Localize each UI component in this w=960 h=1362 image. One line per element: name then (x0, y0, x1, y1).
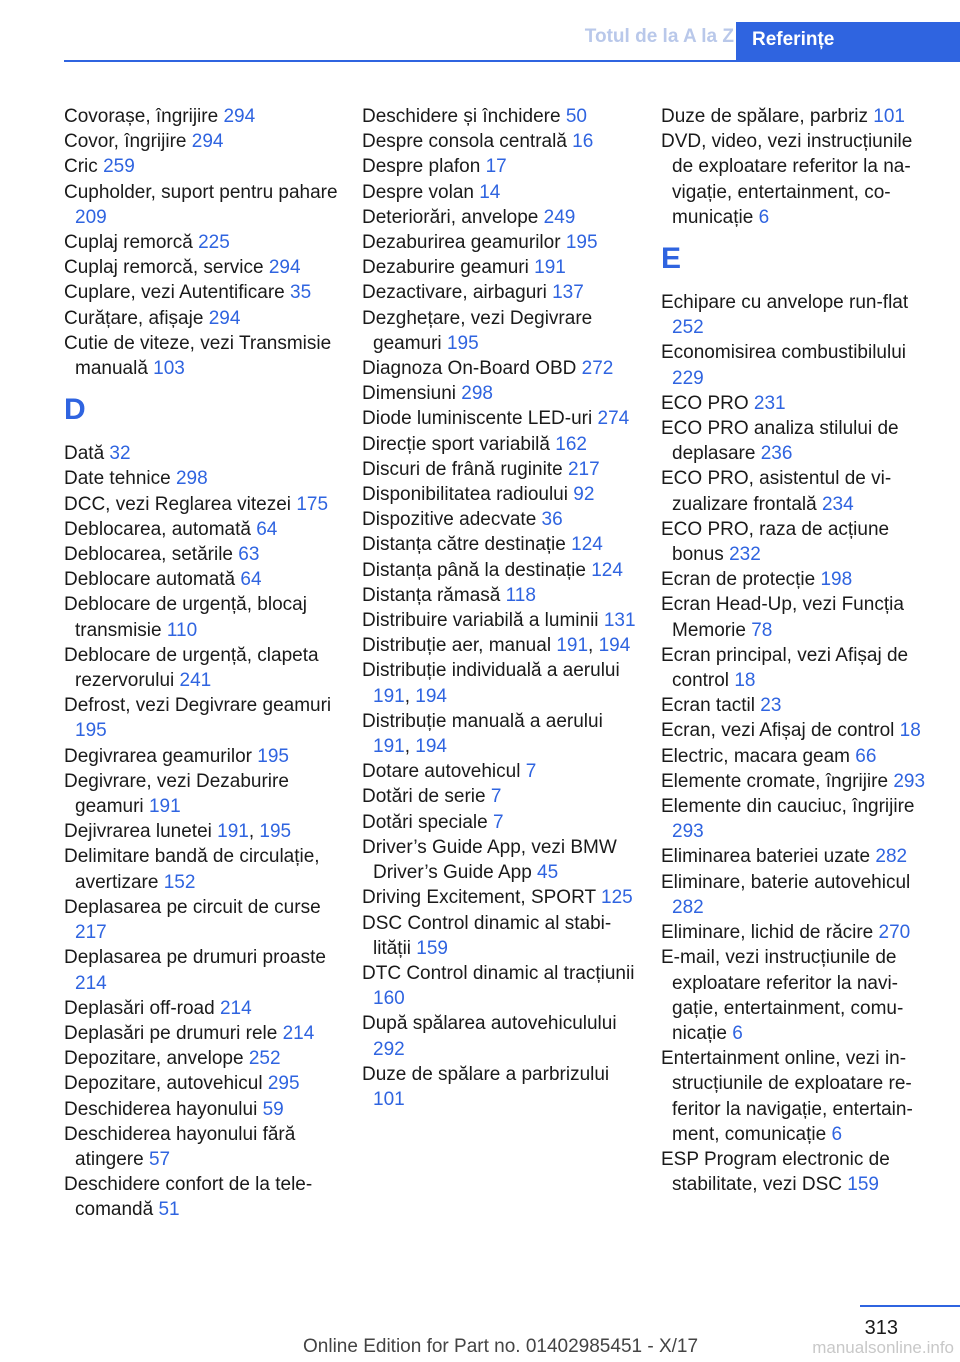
index-entry (362, 306, 638, 356)
index-entry (64, 331, 340, 381)
index-entry (64, 592, 340, 642)
index-entry-term: Depozitare, anvelope (64, 1048, 244, 1070)
page-reference-link[interactable]: 66 (855, 745, 877, 767)
index-entry (64, 492, 340, 517)
index-entry-term: Dejivrarea lunetei (64, 821, 212, 843)
index-entry (661, 844, 937, 869)
index-entry-term: Dotări de serie (362, 786, 486, 808)
page-reference-link[interactable]: 270 (878, 922, 911, 944)
page-reference-link[interactable]: 64 (256, 518, 278, 540)
index-entry (64, 154, 340, 179)
index-entry (64, 1122, 340, 1172)
index-column-3 (661, 104, 937, 1197)
page-reference-link[interactable]: 217 (75, 922, 107, 944)
index-entry-term: Date tehnice (64, 468, 171, 490)
page-reference-link[interactable]: 191 (148, 796, 181, 818)
index-entry (362, 280, 638, 305)
page-reference-link[interactable]: 175 (296, 493, 329, 515)
index-entry (362, 558, 638, 583)
index-entry-term: ECO PRO analiza stilului de deplasare (661, 418, 899, 465)
index-entry-term: E-mail, vezi instrucțiunile de exploatare referitor la navigație, entertainment, comunicație (661, 947, 904, 1044)
index-entry-term: Deschiderea hayonului (64, 1098, 258, 1120)
page-reference-link[interactable]: 236 (760, 443, 793, 465)
index-entry-term: Dezaburirea geamurilor (362, 232, 561, 254)
index-entry (362, 432, 638, 457)
page-reference-link[interactable]: 249 (543, 206, 576, 228)
index-entry (661, 290, 937, 340)
index-entry-term: Dotări speciale (362, 811, 488, 833)
index-entry: Distribuție individuală a aerului 191, 194 (362, 660, 620, 707)
index-entry-term: Ecran tactil (661, 695, 755, 717)
page-reference-link[interactable]: 131 (603, 610, 636, 632)
index-entry-term: Distribuire variabilă a luminii (362, 610, 599, 632)
page-reference-link[interactable]: 198 (820, 569, 853, 591)
index-entry-term: După spălarea autovehiculului (362, 1013, 617, 1035)
index-entry-term: Diode luminiscente LED-uri (362, 408, 593, 430)
index-entry-term: Dimensiuni (362, 383, 456, 405)
index-entry (64, 643, 340, 693)
index-entry (64, 945, 340, 995)
index-entry (362, 608, 638, 633)
index-entry (362, 180, 638, 205)
index-entry-term: Eliminare, baterie autovehicul (661, 871, 911, 893)
page-reference-link[interactable]: 159 (416, 937, 448, 959)
page-reference-link[interactable]: 124 (571, 534, 603, 556)
index-entry-term: ECO PRO (661, 392, 749, 414)
index-entry-term: Distanța rămasă (362, 584, 501, 606)
index-entry (64, 769, 340, 819)
index-entry (661, 391, 937, 416)
index-entry-term: Elemente din cauciuc, îngrijire (661, 796, 915, 818)
index-entry-term: Elemente cromate, îngrijire (661, 770, 889, 792)
index-entry (661, 416, 937, 466)
page-reference-link[interactable]: 17 (485, 156, 507, 178)
page-reference-link[interactable]: 64 (240, 569, 262, 591)
index-entry-term: Degivrare, vezi Dezaburire geamuri (64, 770, 289, 818)
index-entry-term: Cupholder, suport pentru pahare (64, 181, 338, 203)
index-entry (362, 583, 638, 608)
index-entry-term: Deschidere și închidere (362, 106, 561, 127)
index-entry (362, 255, 638, 280)
page-reference-link[interactable]: 152 (163, 871, 196, 893)
page-reference-link[interactable]: 214 (282, 1022, 315, 1044)
index-entry-term: Distribuție aer, manual (362, 635, 552, 657)
page-reference-link[interactable]: 234 (821, 493, 854, 515)
page-reference-link[interactable]: 45 (537, 862, 559, 884)
header-tab (736, 22, 960, 62)
index-entry (64, 104, 340, 129)
index-entry-term: Discuri de frână ruginite (362, 458, 563, 480)
page-reference-link[interactable]: 6 (732, 1022, 743, 1044)
page-reference-link[interactable]: 241 (179, 670, 212, 692)
page-reference-link[interactable]: 292 (373, 1038, 405, 1060)
page-reference-link[interactable]: 32 (109, 443, 131, 465)
index-entry: Distribuție manuală a aerului 191, 194 (362, 710, 603, 758)
page-reference-link[interactable]: 232 (729, 544, 761, 566)
index-entry-term: Deteriorări, anvelope (362, 206, 539, 228)
index-entry-term: Distribuție individuală a aerului (362, 660, 620, 682)
page-reference-link[interactable]: 214 (219, 997, 252, 1019)
index-entry-term: Cuplaj remorcă (64, 232, 193, 254)
index-entry-term: Covor, îngrijire (64, 131, 187, 153)
page-reference-link[interactable]: 101 (873, 106, 905, 127)
page-reference-link[interactable]: 229 (672, 367, 704, 389)
index-entry-term: Deblocare de urgență, blocaj transmisie (64, 594, 307, 641)
index-entry (64, 129, 340, 154)
index-entry-term: DSC Control dinamic al stabilității (362, 912, 612, 959)
index-entry-term: Dată (64, 443, 105, 465)
index-entry-term: Depozitare, autovehicul (64, 1073, 263, 1095)
index-entry-term: Dezaburire geamuri (362, 257, 529, 279)
index-entry-term: Despre consola centrală (362, 131, 567, 153)
index-entry (64, 230, 340, 255)
page-reference-link[interactable]: 162 (555, 433, 587, 455)
index-entry-term: Eliminare, lichid de răcire (661, 922, 874, 944)
page-reference-link[interactable]: 78 (751, 619, 773, 641)
index-entry-term: Deplasări pe drumuri rele (64, 1022, 278, 1044)
page-reference-link[interactable]: 191 (373, 736, 405, 758)
page-reference-link[interactable]: 225 (198, 232, 230, 254)
index-entry-term: Dotare autovehicul (362, 761, 521, 783)
index-entry-term: Cutie de viteze, vezi Transmisie manuală (64, 332, 332, 380)
index-entry (661, 129, 937, 230)
page-reference-link[interactable]: 14 (479, 181, 501, 203)
page-reference-link[interactable]: 57 (148, 1148, 171, 1170)
index-entry-term: Deblocare automată (64, 569, 236, 591)
index-entry-term: Degivrarea geamurilor (64, 745, 252, 767)
index-entry (64, 280, 340, 305)
index-entry-term: Entertainment online, vezi instrucțiunile de exploatare referitor la navigație, entertainment, comunicație (661, 1048, 913, 1145)
index-entry-term: Driving Excitement, SPORT (362, 887, 596, 909)
page-reference-link[interactable]: 63 (238, 544, 260, 566)
index-entry-term: Direcție sport variabilă (362, 433, 550, 455)
page-reference-link[interactable]: 294 (208, 307, 241, 329)
index-entry-term: Ecran principal, vezi Afișaj de control (661, 644, 909, 692)
page-reference-link[interactable]: 282 (672, 896, 704, 918)
page-reference-link[interactable]: 160 (373, 988, 405, 1010)
edition-footer: Online Edition for Part no. 01402985451 - X/17 (303, 1336, 699, 1357)
index-entry-term: Curățare, afișaje (64, 307, 204, 329)
index-entry (362, 230, 638, 255)
index-entry (362, 154, 638, 179)
index-entry (661, 718, 937, 743)
index-entry (64, 567, 340, 592)
index-entry-term: Deschiderea hayonului fără atingere (64, 1123, 296, 1170)
page-reference-link[interactable]: 50 (565, 106, 587, 127)
index-entry-term: Ecran Head-Up, vezi Funcția Memorie (661, 594, 904, 641)
page-number: 313 (864, 1317, 898, 1339)
page-reference-link[interactable]: 209 (75, 206, 107, 228)
index-entry (661, 794, 937, 844)
index-entry (661, 744, 937, 769)
watermark: manualsonline.info (812, 1338, 954, 1357)
index-entry-term: Despre plafon (362, 156, 481, 178)
index-entry (64, 1172, 340, 1222)
index-entry (661, 870, 937, 920)
page-reference-link[interactable]: 293 (672, 821, 704, 843)
index-entry (362, 482, 638, 507)
page-reference-link[interactable]: 298 (175, 468, 208, 490)
index-entry (64, 744, 340, 769)
index-entry-term: Despre volan (362, 181, 474, 203)
page-reference-link[interactable]: 7 (490, 786, 502, 808)
index-entry-term: Cuplaj remorcă, service (64, 257, 264, 279)
page-reference-link[interactable]: 7 (492, 811, 504, 833)
page-reference-link[interactable]: 51 (158, 1199, 180, 1221)
index-entry-term: Deblocare de urgență, clapeta rezervorului (64, 644, 319, 692)
page-reference-link[interactable]: 6 (831, 1123, 843, 1145)
page-reference-link[interactable]: 191 (217, 821, 249, 843)
page-reference-link[interactable]: 191 (556, 635, 589, 657)
index-entry (64, 306, 340, 331)
page-reference-link[interactable]: 294 (268, 257, 301, 279)
index-letter-heading: E (661, 242, 682, 276)
index-entry-term: Distanța către destinație (362, 534, 566, 556)
index-entry (362, 104, 638, 129)
page-reference-link[interactable]: 110 (166, 619, 198, 641)
page-reference-link[interactable]: 159 (847, 1174, 879, 1196)
page-reference-link[interactable]: 124 (591, 559, 623, 581)
index-entry (362, 507, 638, 532)
page-reference-link[interactable]: 272 (581, 358, 614, 380)
index-column-1 (64, 104, 340, 1223)
page-reference-link[interactable]: 217 (567, 458, 600, 480)
index-entry (661, 104, 937, 129)
index-entry (362, 1011, 638, 1061)
index-entry: Dejivrarea lunetei 191, 195 (64, 821, 292, 843)
index-entry-term: ESP Program electronic de stabilitate, vezi DSC (661, 1148, 890, 1196)
index-entry-term: DVD, video, vezi instrucțiunile de exploatare referitor la navigație, entertainment, comunicație (661, 131, 913, 228)
page-reference-link[interactable]: 92 (573, 484, 595, 506)
index-entry-term: Diagnoza On-Board OBD (362, 358, 577, 380)
index-entry (64, 255, 340, 280)
page-reference-link[interactable]: 103 (153, 358, 185, 380)
index-entry (661, 945, 937, 1046)
page-reference-link[interactable]: 35 (290, 282, 312, 304)
index-entry (661, 769, 937, 794)
index-entry-term: Disponibilitatea radioului (362, 484, 568, 506)
index-entry-term: Distribuție manuală a aerului (362, 710, 603, 732)
index-entry-term: Deschidere confort de la telecomandă (64, 1174, 313, 1221)
index-entry-term: Covorașe, îngrijire (64, 106, 219, 127)
page-reference-link[interactable]: 18 (734, 670, 756, 692)
page-reference-link[interactable]: 137 (552, 282, 584, 304)
index-entry (64, 844, 340, 894)
page-reference-link[interactable]: 298 (461, 383, 493, 405)
page-reference-link[interactable]: 23 (760, 695, 782, 717)
page-reference-link[interactable]: 231 (753, 392, 786, 414)
index-entry (661, 693, 937, 718)
page-reference-link[interactable]: 125 (601, 887, 633, 909)
index-entry (661, 567, 937, 592)
index-entry (362, 784, 638, 809)
index-entry (64, 1071, 340, 1096)
page-reference-link[interactable]: 16 (572, 131, 594, 153)
index-entry (64, 441, 340, 466)
index-entry: Distribuție aer, manual 191, 194 (362, 635, 631, 657)
index-entry (362, 129, 638, 154)
index-entry (362, 810, 638, 835)
page-reference-link[interactable]: 36 (541, 509, 563, 531)
page-reference-link[interactable]: 252 (672, 317, 704, 339)
index-entry-term: Cric (64, 156, 98, 178)
index-entry-term: Echipare cu anvelope run-flat (661, 292, 909, 314)
index-entry (661, 466, 937, 516)
index-entry-term: Delimitare bandă de circulație, avertizare (64, 846, 320, 893)
page-reference-link[interactable]: 214 (75, 972, 107, 994)
index-entry-term: Deplasări off-road (64, 997, 215, 1019)
index-entry-term: Duze de spălare a parbrizului (362, 1063, 610, 1085)
page-reference-link[interactable]: 252 (248, 1048, 281, 1070)
index-entry-term: DCC, vezi Reglarea vitezei (64, 493, 292, 515)
index-entry-term: Deblocarea, automată (64, 518, 251, 540)
page-reference-link[interactable]: 282 (875, 846, 908, 868)
index-entry (661, 1147, 937, 1197)
index-entry (362, 835, 638, 885)
page-reference-link[interactable]: 293 (893, 770, 926, 792)
index-entry-term: Ecran de protecție (661, 569, 816, 591)
header-section-title: Totul de la A la Z (584, 26, 734, 47)
page-reference-link[interactable]: 294 (223, 106, 256, 127)
index-entry (64, 693, 340, 743)
index-entry-term: ECO PRO, raza de acțiune bonus (661, 518, 890, 566)
page-reference-link[interactable]: 195 (259, 821, 292, 843)
page-reference-link[interactable]: 18 (899, 720, 921, 742)
footer-rule (860, 1305, 960, 1307)
index-entry-term: Distanța până la destinație (362, 559, 586, 581)
index-entry (661, 920, 937, 945)
index-entry (64, 1046, 340, 1071)
index-entry (64, 895, 340, 945)
index-entry (661, 592, 937, 642)
index-entry-term: Cuplare, vezi Autentificare (64, 282, 285, 304)
page-reference-link[interactable]: 194 (415, 736, 447, 758)
index-entry-term: Dezghețare, vezi Degivrare geamuri (362, 307, 593, 354)
page-reference-link[interactable]: 294 (191, 131, 224, 153)
index-entry (362, 532, 638, 557)
page-reference-link[interactable]: 101 (373, 1088, 405, 1110)
index-entry (661, 517, 937, 567)
index-entry (362, 205, 638, 230)
index-entry-term: ECO PRO, asistentul de vizualizare frontală (661, 468, 892, 515)
index-entry (362, 406, 638, 431)
index-column-2 (362, 104, 638, 1112)
index-entry (64, 180, 340, 230)
index-entry-term: Electric, macara geam (661, 745, 851, 767)
index-entry-term: Dispozitive adecvate (362, 509, 537, 531)
page-reference-link[interactable]: 59 (262, 1098, 284, 1120)
page-reference-link[interactable]: 194 (598, 635, 631, 657)
page-reference-link[interactable]: 191 (534, 257, 566, 279)
index-entry (362, 457, 638, 482)
header-tab-label: Referințe (752, 29, 835, 50)
page-reference-link[interactable]: 191 (373, 685, 405, 707)
index-entry (362, 356, 638, 381)
page-reference-link[interactable]: 274 (597, 408, 630, 430)
index-entry (362, 1062, 638, 1112)
page-reference-link[interactable]: 295 (267, 1073, 300, 1095)
index-entry-term: Ecran, vezi Afișaj de control (661, 720, 895, 742)
index-entry (661, 1046, 937, 1147)
index-entry (64, 996, 340, 1021)
index-entry (362, 961, 638, 1011)
index-entry (362, 885, 638, 910)
page-reference-link[interactable]: 195 (565, 232, 598, 254)
index-entry (661, 643, 937, 693)
page-reference-link[interactable]: 195 (75, 720, 107, 742)
index-entry (362, 911, 638, 961)
index-entry-term: Dezactivare, airbaguri (362, 282, 547, 304)
index-entry-term: Economisirea combustibilului (661, 342, 906, 364)
index-entry (64, 542, 340, 567)
page-reference-link[interactable]: 195 (446, 332, 479, 354)
page-reference-link[interactable]: 195 (257, 745, 289, 767)
index-entry-term: Duze de spălare, parbriz (661, 106, 868, 127)
index-entry-term: Driver’s Guide App, vezi BMW Driver’s Guide App (362, 836, 617, 884)
index-entry-term: Deblocarea, setările (64, 544, 233, 566)
index-letter-heading: D (64, 393, 86, 427)
index-entry-term: Defrost, vezi Degivrare geamuri (64, 695, 332, 717)
index-entry (64, 517, 340, 542)
index-entry (64, 466, 340, 491)
index-entry (64, 1021, 340, 1046)
index-entry (362, 381, 638, 406)
page-reference-link[interactable]: 259 (103, 156, 135, 178)
index-entry-term: Deplasarea pe drumuri proaste (64, 947, 326, 969)
index-entry-term: DTC Control dinamic al tracțiunii (362, 962, 635, 984)
index-entry (661, 340, 937, 390)
index-entry-term: Deplasarea pe circuit de curse (64, 896, 321, 918)
page-reference-link[interactable]: 194 (415, 685, 447, 707)
page-reference-link[interactable]: 7 (525, 761, 537, 783)
page-reference-link[interactable]: 6 (758, 206, 770, 228)
page-reference-link[interactable]: 118 (505, 584, 536, 606)
index-entry-term: Eliminarea bateriei uzate (661, 846, 871, 868)
index-entry (64, 1097, 340, 1122)
index-entry (362, 759, 638, 784)
